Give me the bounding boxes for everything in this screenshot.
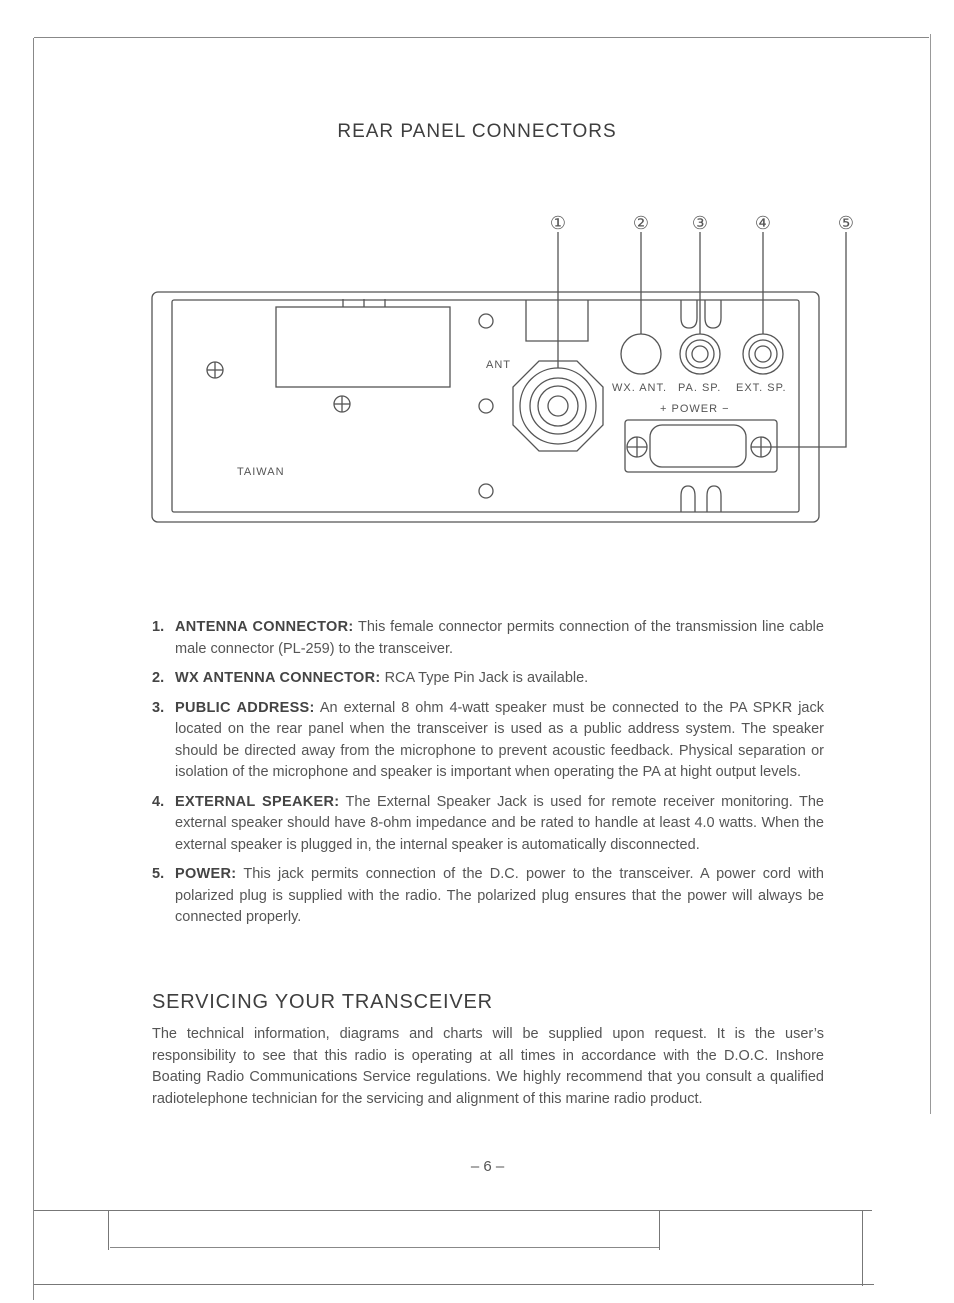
list-item: 3. PUBLIC ADDRESS: An external 8 ohm 4-watt speaker must be connected to the PA SPKR jack located on the rear panel when the transceiver is used as a public address system. The speaker should be directed away from the microphone to prevent acoustic feedback. Physical separation or isolation of the microphone and speaker is important when operating the PA at hight output levels. xyxy=(152,699,824,780)
hole-1 xyxy=(479,314,493,328)
callout-2: ② xyxy=(632,213,650,233)
connector-list xyxy=(152,617,824,937)
item-label: EXTERNAL SPEAKER: xyxy=(175,793,340,810)
label-power: + POWER − xyxy=(660,403,730,415)
servicing-heading: SERVICING YOUR TRANSCEIVER xyxy=(152,991,493,1013)
ant-connector xyxy=(513,361,603,451)
frame-bottom-vert-3 xyxy=(862,1210,863,1286)
item-label: PUBLIC ADDRESS: xyxy=(175,699,315,716)
screw-icon-left xyxy=(207,362,223,378)
item-label: ANTENNA CONNECTOR: xyxy=(175,619,354,635)
label-taiwan: TAIWAN xyxy=(237,466,285,478)
frame-bottom-line-1 xyxy=(34,1210,872,1211)
label-ant: ANT xyxy=(486,359,511,371)
callout-3: ③ xyxy=(691,213,709,233)
item-text: An external 8 ohm 4-watt speaker must be connected to the PA SPKR jack located on the rear panel when the transceiver is used as a public address system. The speaker should be directed away from the microphone to prevent acoustic feedback. Physical separation or isolation of the microphone and speaker is important when operating the PA at hight output levels. xyxy=(175,699,824,780)
wx-ant-jack xyxy=(621,334,661,374)
item-text: This jack permits connection of the D.C. power to the transceiver. A power cord with polarized plug is supplied with the radio. The polarized plug ensures that the power will always be connected properly. xyxy=(175,866,824,925)
frame-bottom-line-2 xyxy=(110,1247,660,1248)
callout-1: ① xyxy=(549,213,567,233)
rear-panel-diagram xyxy=(0,0,954,560)
item-text: RCA Type Pin Jack is available. xyxy=(384,670,589,686)
label-ext-sp: EXT. SP. xyxy=(736,382,787,394)
power-screw-icon-right xyxy=(751,437,771,457)
item-label: POWER: xyxy=(175,866,237,882)
item-text: This female connector permits connection of the transmission line cable male connector (PL-259) to the transceiver. xyxy=(175,619,824,657)
list-item: 1. ANTENNA CONNECTOR: This female connector permits connection of the transmission line cable male connector (PL-259) to the transceiver. xyxy=(152,619,824,657)
screw-icon-display xyxy=(334,396,350,412)
power-connector xyxy=(625,420,777,472)
hole-3 xyxy=(479,484,493,498)
frame-bottom-vert-2 xyxy=(659,1210,660,1250)
list-item: 2. WX ANTENNA CONNECTOR: RCA Type Pin Jack is available. xyxy=(152,670,589,686)
display-window xyxy=(276,307,450,387)
frame-bottom-line-3 xyxy=(34,1284,874,1285)
label-wx-ant: WX. ANT. xyxy=(612,382,668,394)
pa-sp-jack xyxy=(680,334,720,374)
callout-4: ④ xyxy=(754,213,772,233)
servicing-paragraph: The technical information, diagrams and charts will be supplied upon request. It is the user’s responsibility to see that this radio is operating at all times in accordance with the D.O.C. Inshore Boating Radio Communications Service regulations. We highly recommend that you consult a qualified radiotelephone technician for the servicing and alignment of this marine radio product. xyxy=(152,1026,824,1107)
page-number: – 6 – xyxy=(470,1158,505,1175)
callout-5: ⑤ xyxy=(837,213,855,233)
list-item: 5. POWER: This jack permits connection of the D.C. power to the transceiver. A power cord with polarized plug is supplied with the radio. The polarized plug ensures that the power will always be connected properly. xyxy=(152,866,824,925)
hole-2 xyxy=(479,399,493,413)
item-label: WX ANTENNA CONNECTOR: xyxy=(175,670,381,686)
power-screw-icon-left xyxy=(627,437,647,457)
item-text: The External Speaker Jack is used for remote receiver monitoring. The external speaker should have 8-ohm impedance and be rated to handle at least 4.0 watts. When the external speaker is plugged in, the internal speaker is automatically disconnected. xyxy=(175,793,824,853)
ext-sp-jack xyxy=(743,334,783,374)
label-pa-sp: PA. SP. xyxy=(678,382,722,394)
list-item: 4. EXTERNAL SPEAKER: The External Speaker Jack is used for remote receiver monitoring. The external speaker should have 8-ohm impedance and be rated to handle at least 4.0 watts. When the external speaker is plugged in, the internal speaker is automatically disconnected. xyxy=(152,793,824,853)
frame-bottom-vert-1 xyxy=(108,1210,109,1250)
page-title: REAR PANEL CONNECTORS xyxy=(337,121,617,142)
leader-line-5 xyxy=(771,232,846,447)
